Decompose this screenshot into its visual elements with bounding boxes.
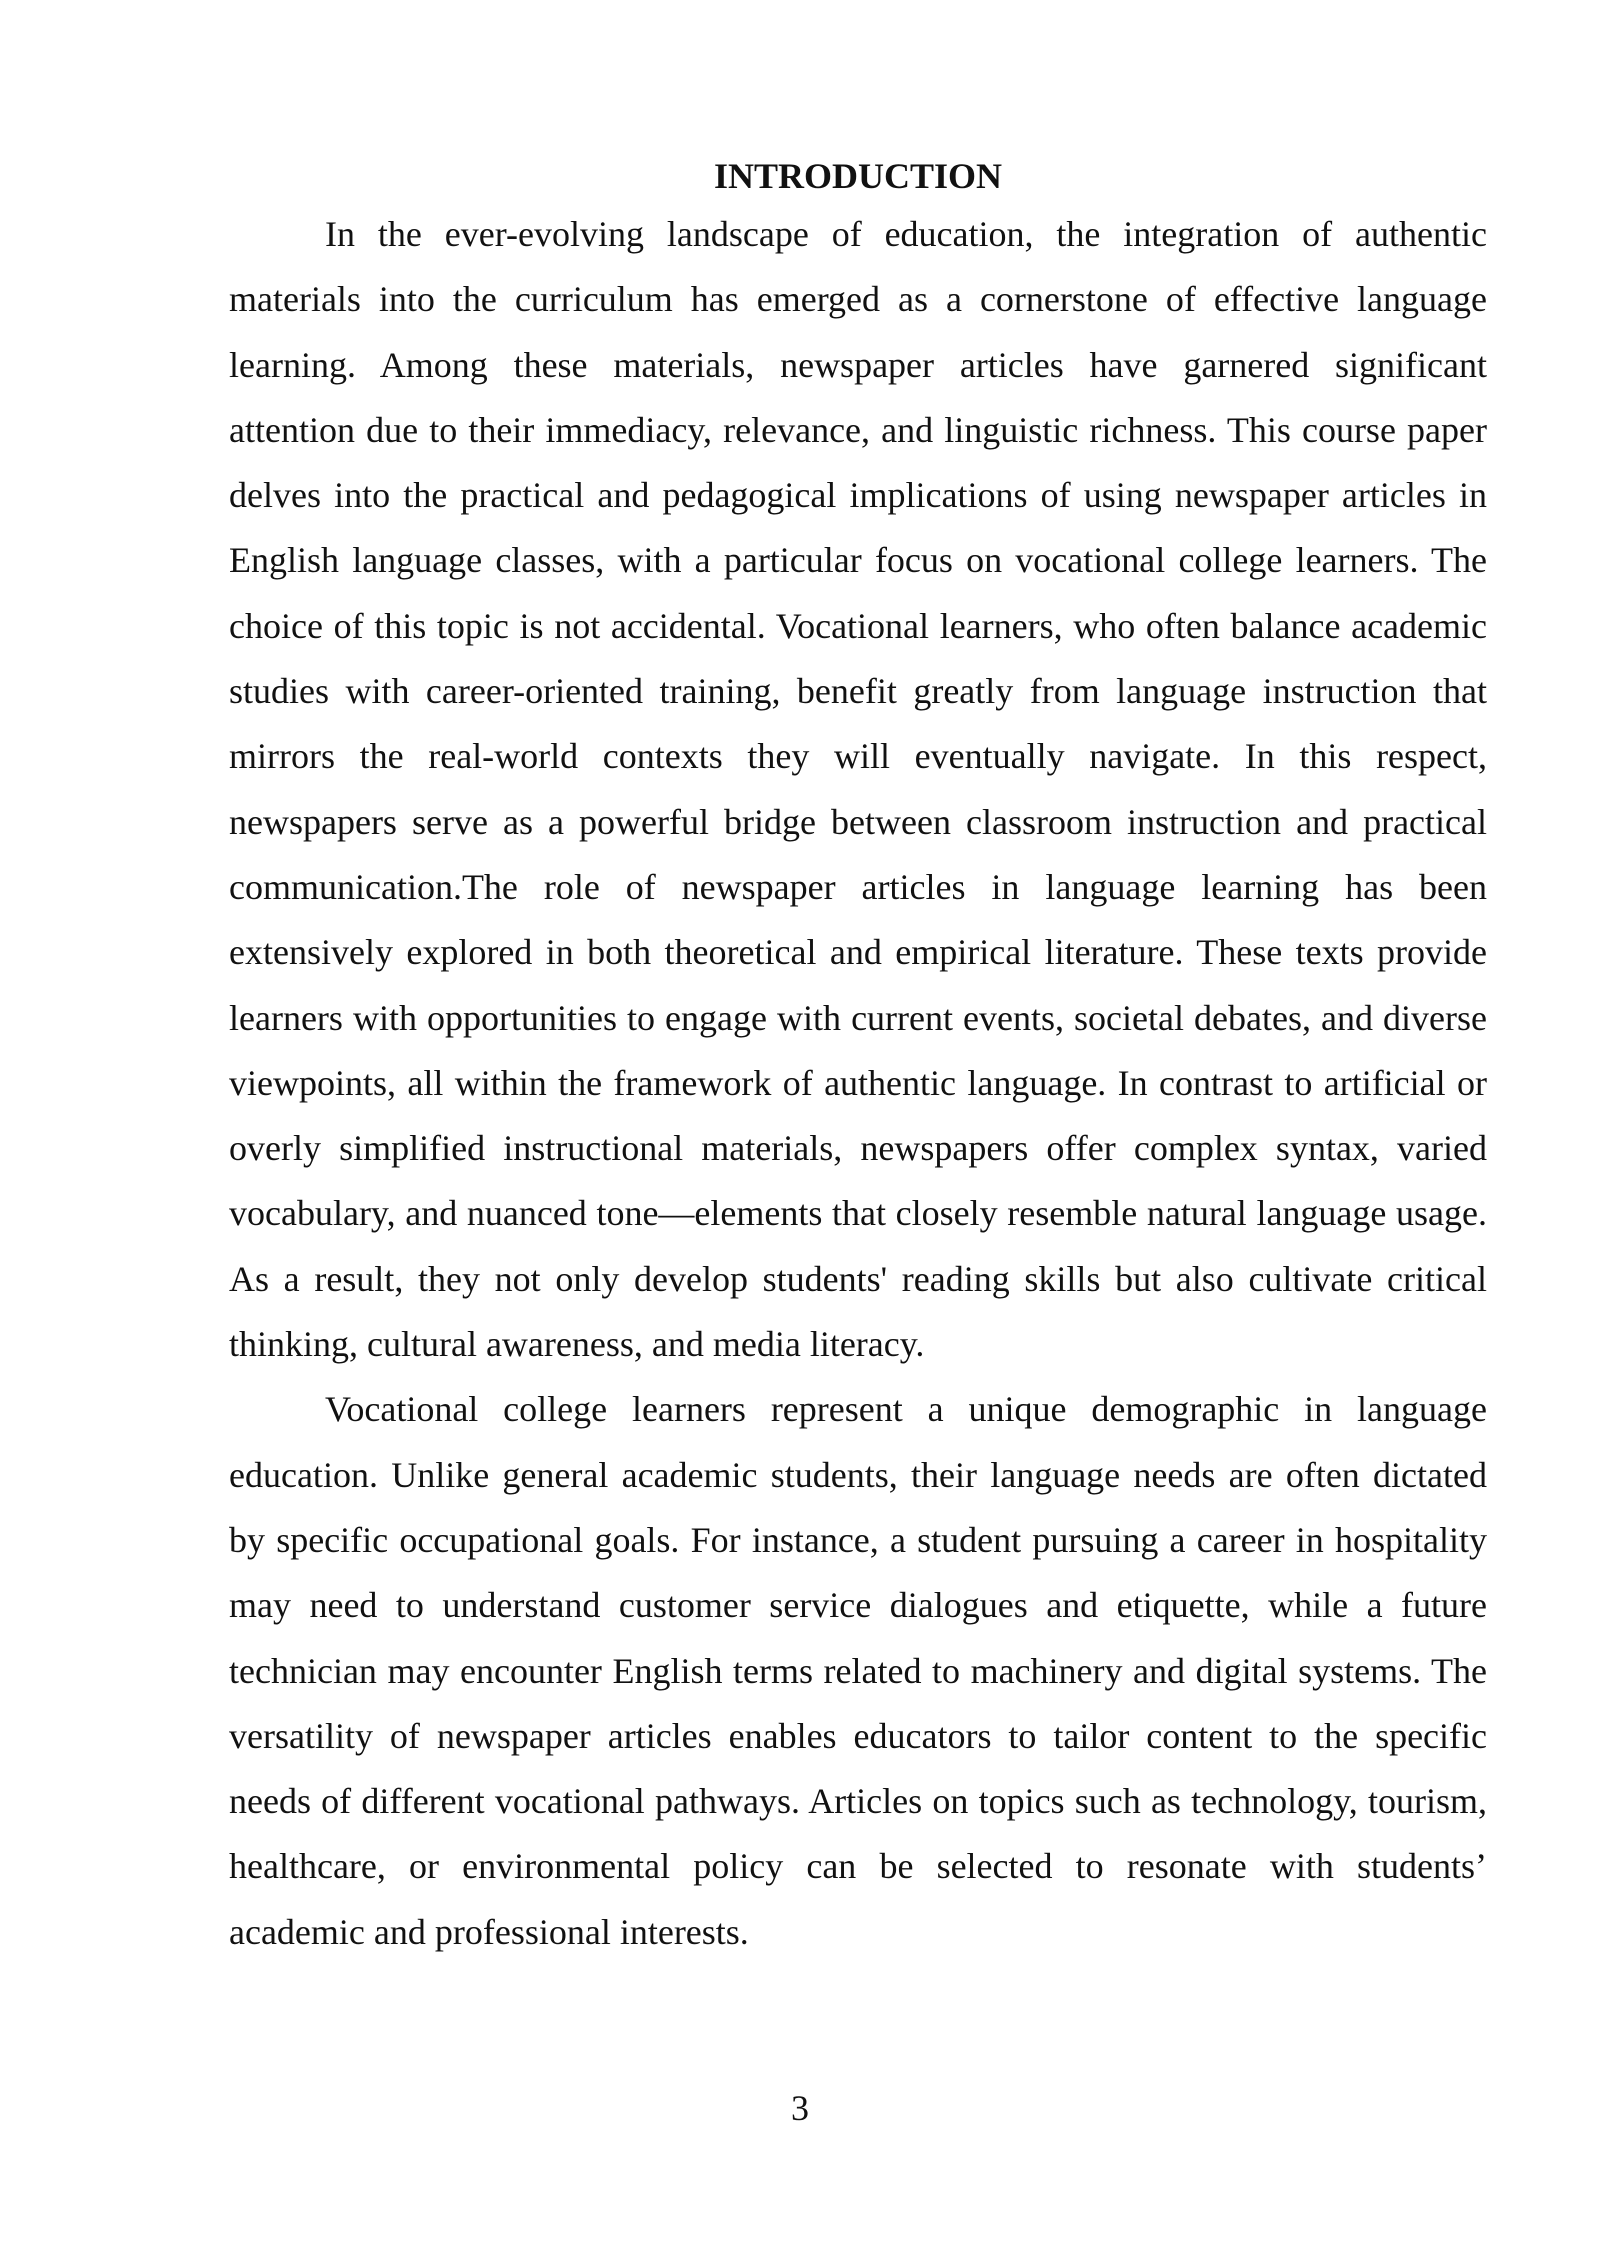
paragraph-1: In the ever-evolving landscape of education, the integration of authentic materials into the curriculum has emerged as a cornerstone of effective language learning. Among these materials, newspaper articles have garnered significant attention due to their immediacy, relevance, and linguistic richness. This course paper delves into the practical and pedagogical implications of using newspaper articles in English language classes, with a particular focus on vocational college learners. The choice of this topic is not accidental. Vocational learners, who often balance academic studies with career-oriented training, benefit greatly from language instruction that mirrors the real-world contexts they will eventually navigate. In this respect, newspapers serve as a powerful bridge between classroom instruction and practical communication.The role of newspaper articles in language learning has been extensively explored in both theoretical and empirical literature. These texts provide learners with opportunities to engage with current events, societal debates, and diverse viewpoints, all within the framework of authentic language. In contrast to artificial or overly simplified instructional materials, newspapers offer complex syntax, varied vocabulary, and nuanced tone—elements that closely resemble natural language usage. As a result, they not only develop students' reading skills but also cultivate critical thinking, cultural awareness, and media literacy. <box>229 214 1487 1365</box>
page-number: 3 <box>791 2088 809 2128</box>
paragraph-2: Vocational college learners represent a unique demographic in language education. Unlike general academic students, their language needs are often dictated by specific occupational goals. For instance, a student pursuing a career in hospitality may need to understand customer service dialogues and etiquette, while a future technician may encounter English terms related to machinery and digital systems. The versatility of newspaper articles enables educators to tailor content to the specific needs of different vocational pathways. Articles on topics such as technology, tourism, healthcare, or environmental policy can be selected to resonate with students’ academic and professional interests. <box>229 1389 1487 1952</box>
page-content <box>229 150 1487 1965</box>
page-title: INTRODUCTION <box>713 156 1003 196</box>
